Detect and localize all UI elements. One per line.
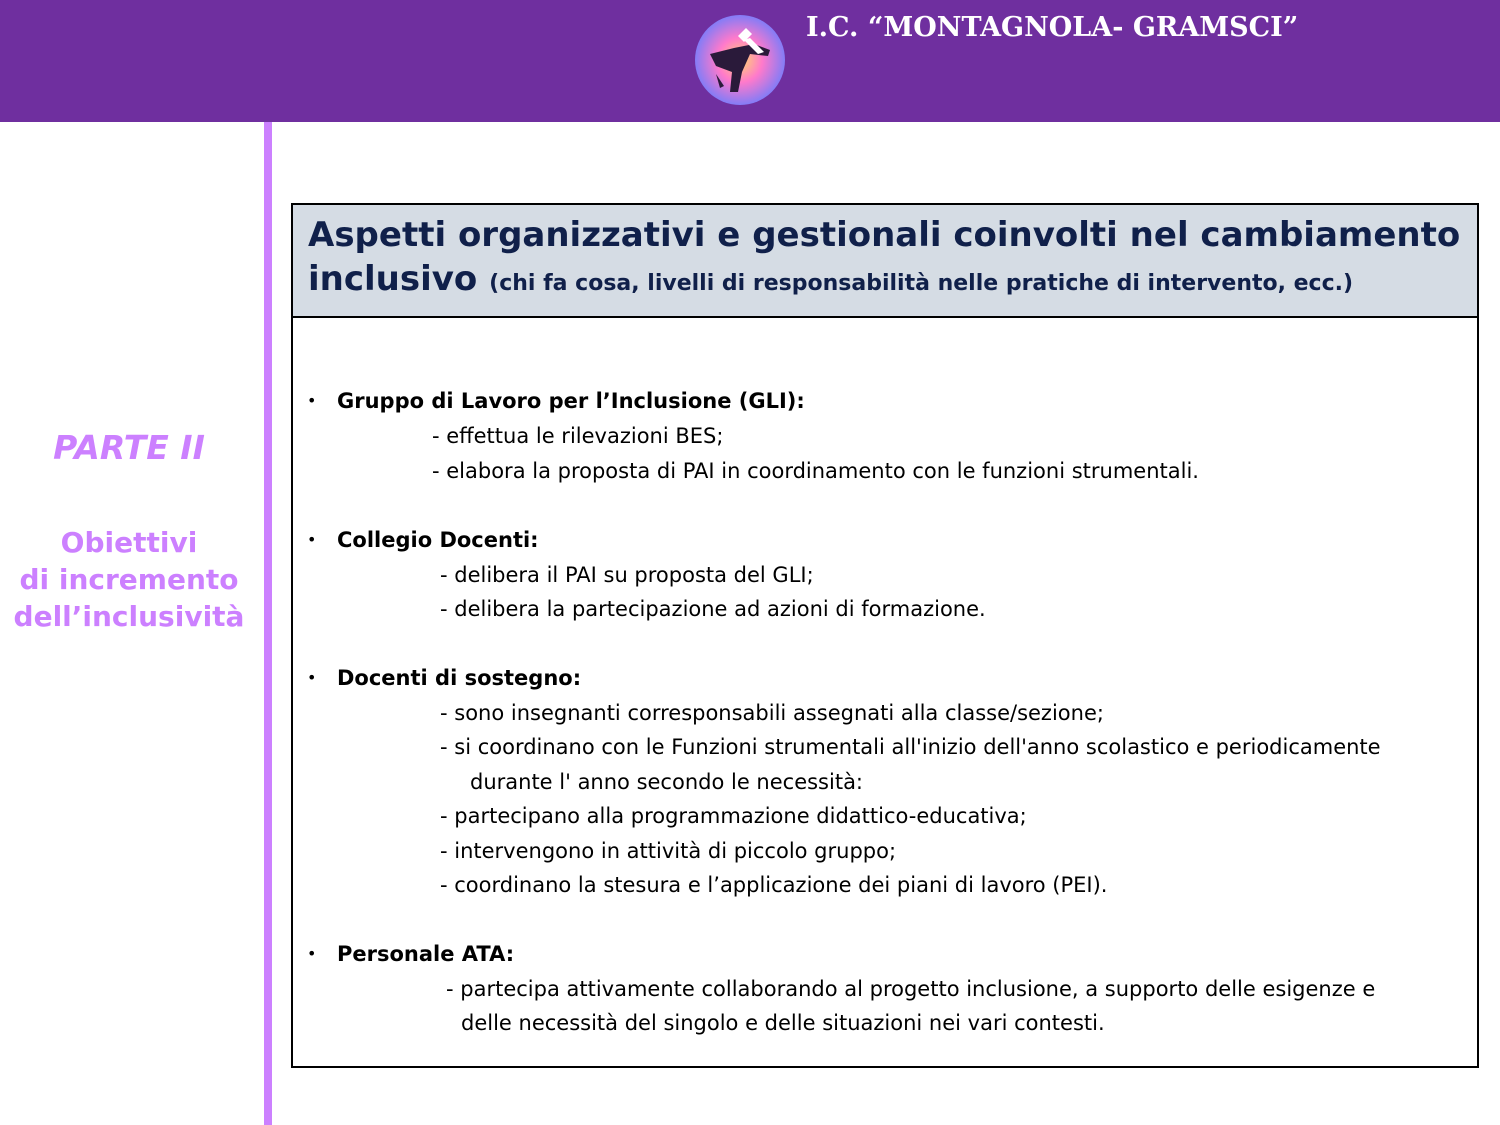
section-title: Docenti di sostegno:: [337, 666, 582, 690]
section-line: - partecipa attivamente collaborando al progetto inclusione, a supporto delle esigenze e: [446, 977, 1376, 1001]
box-title-line2: [308, 257, 1477, 306]
section-line: - delibera il PAI su proposta del GLI;: [440, 563, 814, 587]
bullet-icon: •: [307, 668, 317, 687]
box-header: [293, 205, 1477, 318]
bullet-icon: •: [307, 391, 317, 410]
content-box: [291, 203, 1479, 1068]
section-line: - effettua le rilevazioni BES;: [432, 424, 724, 448]
section-line: - coordinano la stesura e l’applicazione dei piani di lavoro (PEI).: [440, 873, 1108, 897]
bullet-icon: •: [307, 944, 317, 963]
header-bar: [0, 0, 1500, 122]
part-label: PARTE II: [53, 428, 205, 467]
section-line: delle necessità del singolo e delle situazioni nei vari contesti.: [461, 1011, 1105, 1035]
section-line: - elabora la proposta di PAI in coordinamento con le funzioni strumentali.: [432, 459, 1199, 483]
box-title-note: (chi fa cosa, livelli di responsabilità nelle pratiche di intervento, ecc.): [489, 271, 1354, 296]
section-title: Gruppo di Lavoro per l’Inclusione (GLI):: [337, 389, 805, 413]
section-line: - sono insegnanti corresponsabili assegnati alla classe/sezione;: [440, 701, 1104, 725]
section-line: - intervengono in attività di piccolo gruppo;: [440, 839, 897, 863]
section-title: Personale ATA:: [337, 942, 515, 966]
objective-line: Obiettivi: [60, 526, 198, 559]
section-line: - si coordinano con le Funzioni strumentali all'inizio dell'anno scolastico e periodicamente: [440, 735, 1381, 759]
section-line: - delibera la partecipazione ad azioni di formazione.: [440, 597, 986, 621]
objective-heading: [0, 524, 258, 635]
school-logo-icon: [694, 14, 786, 106]
objective-line: di incremento: [19, 563, 239, 596]
bullet-icon: •: [307, 530, 317, 549]
objective-line: dell’inclusività: [13, 600, 245, 633]
box-title-word: inclusivo: [308, 259, 478, 299]
box-title-line1: Aspetti organizzativi e gestionali coinvolti nel cambiamento: [308, 215, 1461, 255]
section-line: durante l' anno secondo le necessità:: [470, 770, 864, 794]
vertical-divider: [264, 122, 272, 1125]
school-name: I.C. “MONTAGNOLA- GRAMSCI”: [806, 12, 1299, 43]
section-title: Collegio Docenti:: [337, 528, 539, 552]
section-line: - partecipano alla programmazione didattico-educativa;: [440, 804, 1027, 828]
